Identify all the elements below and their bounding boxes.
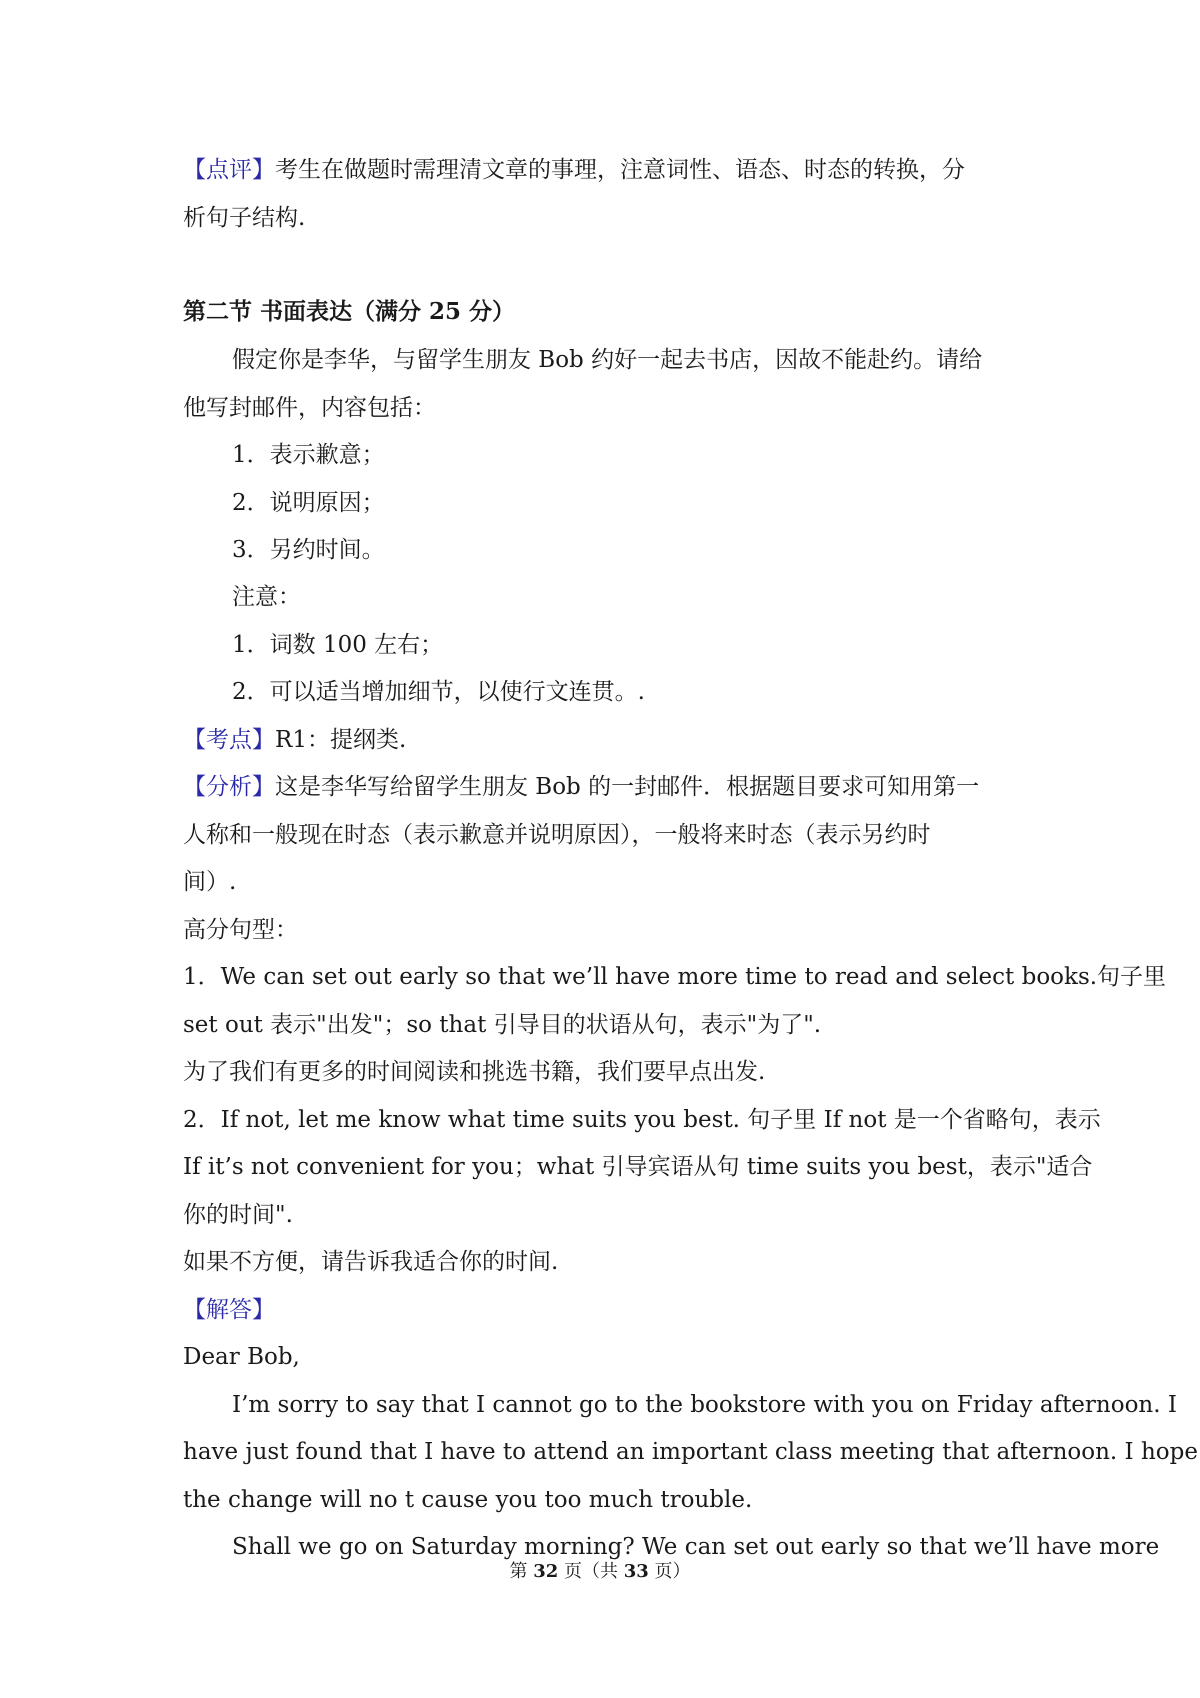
kaodian-tag: 【考点】 — [183, 727, 275, 753]
gaofen-s1-line-2: set out 表示"出发"；so that 引导目的状语从句，表示"为了". — [183, 1012, 822, 1038]
page-footer — [0, 1560, 1200, 1584]
footer-middle: 页（共 — [558, 1561, 624, 1582]
gaofen-s2-line-3: 你的时间". — [183, 1202, 293, 1228]
gaofen-title: 高分句型： — [183, 917, 298, 943]
fenxi-line-2: 人称和一般现在时态（表示歉意并说明原因），一般将来时态（表示另约时 — [183, 822, 931, 848]
gaofen-s1-line-3: 为了我们有更多的时间阅读和挑选书籍，我们要早点出发. — [183, 1059, 766, 1085]
notes-title: 注意： — [232, 584, 301, 610]
dianping-line-1 — [183, 155, 965, 185]
kaodian-text: R1：提纲类. — [275, 727, 407, 753]
kaodian-line — [183, 725, 406, 755]
gaofen-s2-line-1: 2．If not, let me know what time suits you best. 句子里 If not 是一个省略句，表示 — [183, 1107, 1101, 1133]
prompt-line-2: 他写封邮件，内容包括： — [183, 395, 436, 421]
letter-p1-line-1: I’m sorry to say that I cannot go to the bookstore with you on Friday afternoon. I — [232, 1392, 1177, 1418]
prompt-line-1: 假定你是李华，与留学生朋友 Bob 约好一起去书店，因故不能赴约。请给 — [232, 347, 983, 373]
fenxi-text-1: 这是李华写给留学生朋友 Bob 的一封邮件．根据题目要求可知用第一 — [275, 774, 980, 800]
letter-p2-line-1: Shall we go on Saturday morning? We can set out early so that we’ll have more — [232, 1534, 1160, 1560]
footer-prefix: 第 — [509, 1561, 534, 1582]
prompt-item-3: 3．另约时间。 — [232, 537, 385, 563]
fenxi-line-3: 间）. — [183, 869, 237, 895]
dianping-line-2: 析句子结构. — [183, 205, 306, 231]
dianping-tag: 【点评】 — [183, 157, 275, 183]
section-title: 第二节 书面表达（满分 25 分） — [183, 298, 516, 325]
note-item-1: 1．词数 100 左右； — [232, 632, 444, 658]
prompt-item-2: 2．说明原因； — [232, 490, 385, 516]
letter-p1-line-2: have just found that I have to attend an important class meeting that afternoon. I hope — [183, 1439, 1198, 1465]
jieda-tag: 【解答】 — [183, 1297, 275, 1323]
footer-page-number: 32 — [533, 1561, 559, 1582]
gaofen-s2-line-4: 如果不方便，请告诉我适合你的时间. — [183, 1249, 559, 1275]
fenxi-line-1 — [183, 772, 979, 802]
gaofen-s1-line-1: 1．We can set out early so that we’ll have more time to read and select books.句子里 — [183, 964, 1167, 990]
fenxi-tag: 【分析】 — [183, 774, 275, 800]
gaofen-s2-line-2: If it’s not convenient for you；what 引导宾语从句 time suits you best，表示"适合 — [183, 1154, 1093, 1180]
jieda-header — [183, 1295, 275, 1325]
footer-suffix: 页） — [648, 1561, 691, 1582]
footer-total-pages: 33 — [623, 1561, 649, 1582]
letter-p1-line-3: the change will no t cause you too much trouble. — [183, 1487, 753, 1513]
note-item-2: 2．可以适当增加细节，以使行文连贯。. — [232, 679, 645, 705]
dianping-text-1: 考生在做题时需理清文章的事理，注意词性、语态、时态的转换，分 — [275, 157, 965, 183]
prompt-item-1: 1．表示歉意； — [232, 442, 385, 468]
letter-greeting: Dear Bob, — [183, 1344, 300, 1370]
